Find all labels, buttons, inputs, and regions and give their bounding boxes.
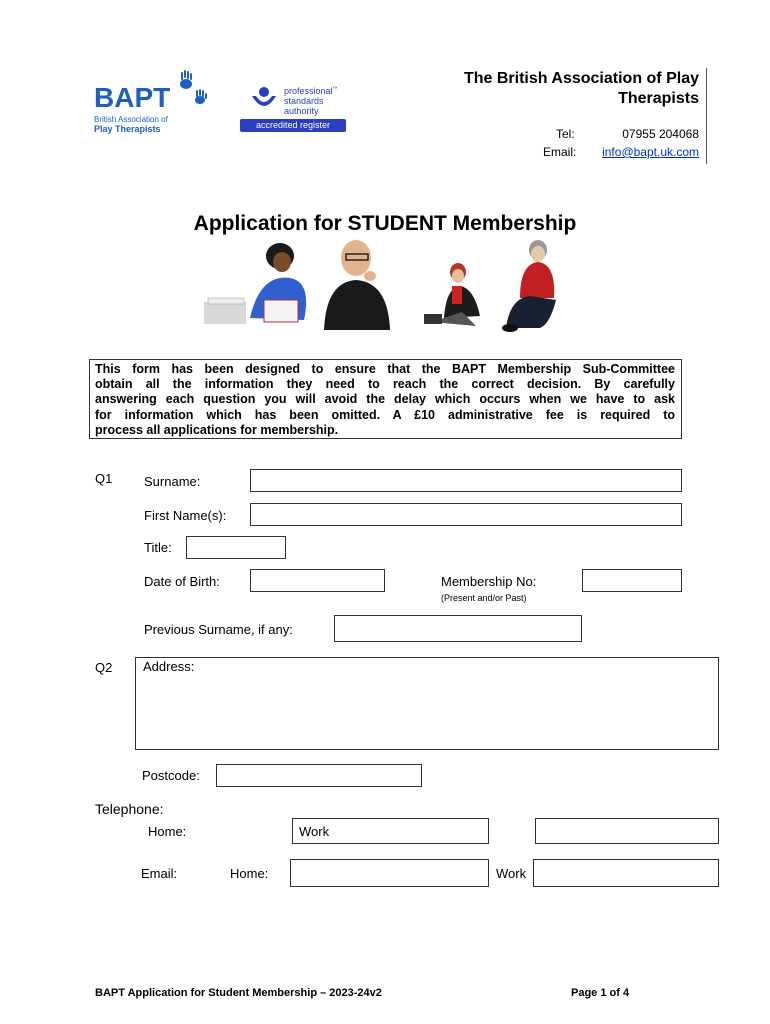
q1-number: Q1 <box>95 471 113 486</box>
dob-field[interactable] <box>250 569 385 592</box>
intro-line-3: answering each question you will avoid the delay which occurs when we have to ask <box>95 392 675 406</box>
psa-line2: standards <box>284 96 324 106</box>
membership-hint: (Present and/or Past) <box>441 593 527 603</box>
title-field[interactable] <box>186 536 286 559</box>
bapt-logo-line1: British Association of <box>94 115 168 124</box>
psa-tm: ™ <box>332 86 338 92</box>
postcode-field[interactable] <box>216 764 422 787</box>
address-field[interactable] <box>135 657 719 750</box>
person-icon <box>250 86 278 112</box>
psa-line1-text: professional <box>284 86 333 96</box>
title-label: Title: <box>144 540 172 555</box>
postcode-label: Postcode: <box>142 768 200 783</box>
intro-line-1: This form has been designed to ensure that the BAPT Membership Sub-Committee <box>95 362 675 376</box>
bapt-logo <box>94 70 234 136</box>
telephone-heading: Telephone: <box>95 801 164 817</box>
telephone-work-field[interactable] <box>535 818 719 844</box>
first-names-field[interactable] <box>250 503 682 526</box>
psa-logo <box>240 82 348 134</box>
telephone-home-label: Home: <box>148 824 187 839</box>
email-work-field[interactable] <box>533 859 719 887</box>
email-label: Email: <box>543 145 577 159</box>
student-figure-1 <box>204 243 306 324</box>
surname-field[interactable] <box>250 469 682 492</box>
intro-line-4: for information which has been omitted. A £10 administrative fee is required to <box>95 408 675 422</box>
email-field-label: Email: <box>141 866 178 881</box>
org-name-line1: The British Association of Play <box>463 70 699 87</box>
bapt-logo-line2: Play Therapists <box>94 124 161 134</box>
psa-line1 <box>284 86 338 96</box>
email-home-label: Home: <box>230 866 269 881</box>
bapt-acronym: BAPT <box>94 82 171 113</box>
q2-number: Q2 <box>95 660 113 675</box>
email-link[interactable]: info@bapt.uk.com <box>602 145 699 159</box>
previous-surname-field[interactable] <box>334 615 582 642</box>
telephone-work-label: Work <box>299 824 330 839</box>
header-divider <box>706 68 707 164</box>
tel-value: 07955 204068 <box>622 127 699 141</box>
email-work-label: Work <box>496 866 527 881</box>
intro-line-5: process all applications for membership. <box>95 423 339 437</box>
membership-no-label: Membership No: <box>441 574 537 589</box>
students-illustration <box>200 238 570 334</box>
address-label: Address: <box>143 659 195 674</box>
page-title: Application for STUDENT Membership <box>193 212 577 235</box>
student-figure-3 <box>424 263 480 326</box>
psa-badge: accredited register <box>240 119 346 132</box>
psa-line3: authority <box>284 106 319 116</box>
handprints-icon <box>172 70 216 110</box>
surname-label: Surname: <box>144 474 201 489</box>
previous-surname-label: Previous Surname, if any: <box>144 622 293 637</box>
email-home-field[interactable] <box>290 859 489 887</box>
footer-document-name: BAPT Application for Student Membership – 2023-24v2 <box>95 987 382 999</box>
first-names-label: First Name(s): <box>144 508 227 523</box>
dob-label: Date of Birth: <box>144 574 220 589</box>
footer-page-number: Page 1 of 4 <box>571 987 630 999</box>
membership-no-field[interactable] <box>582 569 682 592</box>
student-figure-2 <box>324 240 390 330</box>
intro-line-2: obtain all the information they need to reach the correct decision. By carefully <box>95 377 675 391</box>
student-figure-4 <box>502 240 556 332</box>
tel-label: Tel: <box>556 127 575 141</box>
org-name-line2: Therapists <box>618 90 699 107</box>
